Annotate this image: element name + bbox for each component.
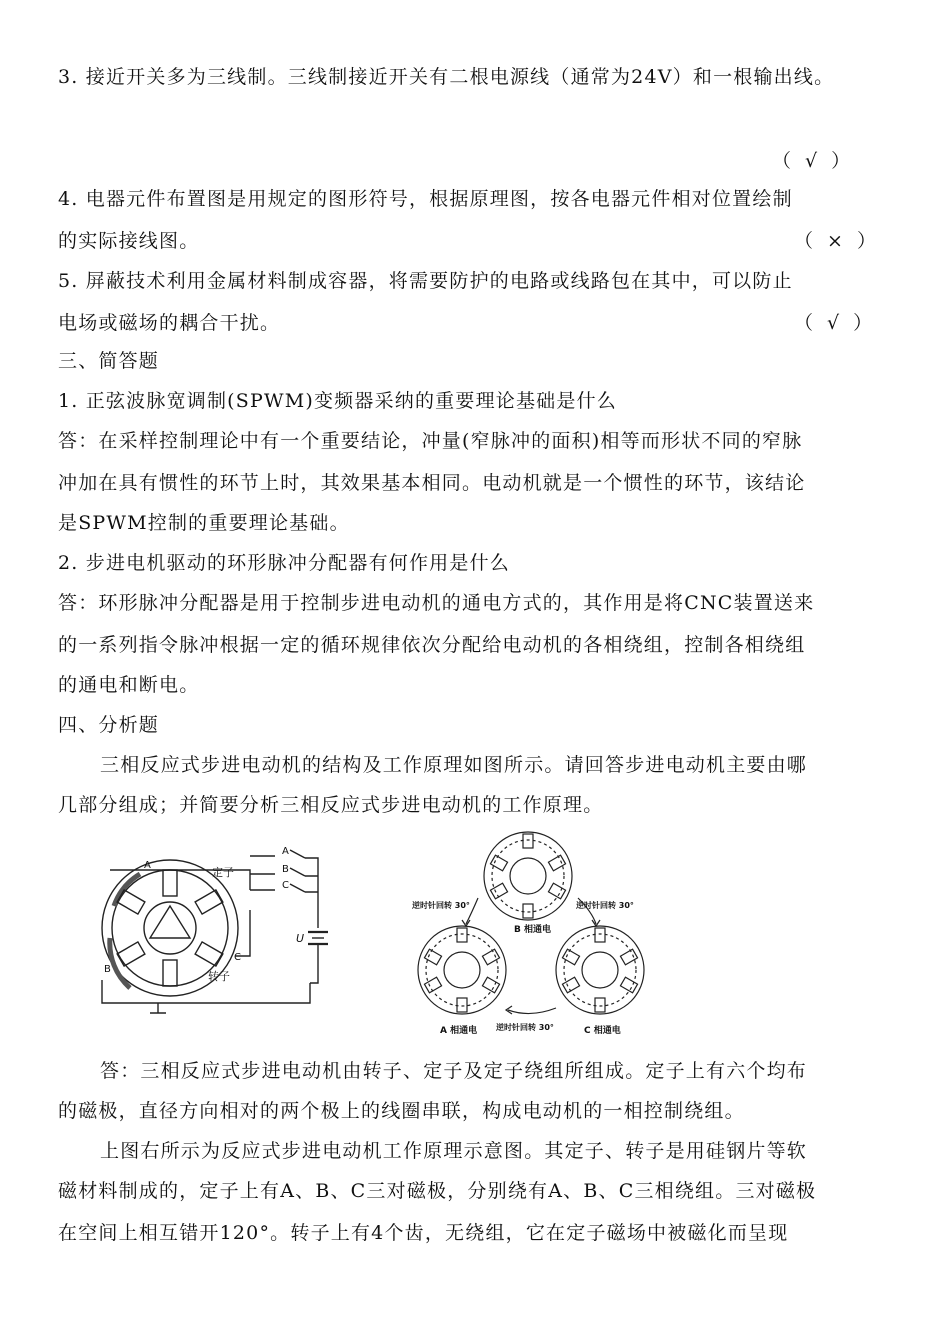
section-4-heading: 四、分析题 bbox=[58, 714, 160, 736]
label-rotor: 转子 bbox=[208, 970, 230, 983]
section-3-heading: 三、简答题 bbox=[58, 350, 160, 372]
answer-4-p2-line3: 在空间上相互错开120°。转子上有4个齿，无绕组，它在定子磁场中被磁化而呈现 bbox=[58, 1222, 789, 1244]
stepper-motor-figures bbox=[100, 828, 680, 1040]
answer-4-p1-line2: 的磁极，直径方向相对的两个极上的线圈串联，构成电动机的一相控制绕组。 bbox=[58, 1100, 745, 1122]
item-4-line2: 的实际接线图。 bbox=[58, 230, 200, 252]
label-pole-b: B bbox=[104, 964, 111, 975]
answer-1-line1: 答：在采样控制理论中有一个重要结论，冲量(窄脉冲的面积)相等而形状不同的窄脉 bbox=[58, 430, 803, 452]
label-b-phase: B 相通电 bbox=[514, 925, 551, 935]
label-switch-c: C bbox=[282, 880, 289, 891]
answer-2-line2: 的一系列指令脉冲根据一定的循环规律依次分配给电动机的各相绕组，控制各相绕组 bbox=[58, 634, 806, 656]
item-4-mark: （ × ） bbox=[794, 230, 880, 252]
label-voltage: U bbox=[296, 932, 305, 945]
label-pole-c: C bbox=[234, 952, 241, 963]
item-5-line1: 5. 屏蔽技术利用金属材料制成容器，将需要防护的电路或线路包在其中，可以防止 bbox=[58, 270, 793, 292]
question-1: 1. 正弦波脉宽调制(SPWM)变频器采纳的重要理论基础是什么 bbox=[58, 390, 617, 412]
item-5-line2: 电场或磁场的耦合干扰。 bbox=[58, 312, 281, 334]
label-pole-a: A bbox=[144, 860, 151, 871]
problem-line1: 三相反应式步进电动机的结构及工作原理如图所示。请回答步进电动机主要由哪 bbox=[100, 754, 808, 776]
answer-1-line2: 冲加在具有惯性的环节上时，其效果基本相同。电动机就是一个惯性的环节，该结论 bbox=[58, 472, 806, 494]
item-3-mark: （ √ ） bbox=[772, 150, 855, 172]
label-switch-b: B bbox=[282, 864, 289, 875]
question-2: 2. 步进电机驱动的环形脉冲分配器有何作用是什么 bbox=[58, 552, 510, 574]
answer-1-line3: 是SPWM控制的重要理论基础。 bbox=[58, 512, 350, 534]
label-rotate-right: 逆时针回转 30° bbox=[576, 901, 634, 910]
item-4-line1: 4. 电器元件布置图是用规定的图形符号，根据原理图，按各电器元件相对位置绘制 bbox=[58, 188, 793, 210]
label-rotate-left: 逆时针回转 30° bbox=[412, 901, 470, 910]
working-principle-diagram bbox=[418, 832, 644, 1014]
answer-2-line3: 的通电和断电。 bbox=[58, 674, 200, 696]
label-a-phase: A 相通电 bbox=[440, 1026, 478, 1036]
item-5-mark: （ √ ） bbox=[794, 312, 877, 334]
answer-4-p2-line1: 上图右所示为反应式步进电动机工作原理示意图。其定子、转子是用硅钢片等软 bbox=[100, 1140, 808, 1162]
answer-4-p2-line2: 磁材料制成的，定子上有A、B、C三对磁极，分别绕有A、B、C三相绕组。三对磁极 bbox=[58, 1180, 817, 1202]
item-3-text: 3. 接近开关多为三线制。三线制接近开关有二根电源线（通常为24V）和一根输出线。 bbox=[58, 66, 835, 88]
label-stator: 定子 bbox=[212, 866, 234, 879]
problem-line2: 几部分组成；并简要分析三相反应式步进电动机的工作原理。 bbox=[58, 794, 604, 816]
answer-2-line1: 答：环形脉冲分配器是用于控制步进电动机的通电方式的，其作用是将CNC装置送来 bbox=[58, 592, 815, 614]
answer-4-p1-line1: 答：三相反应式步进电动机由转子、定子及定子绕组所组成。定子上有六个均布 bbox=[100, 1060, 808, 1082]
label-rotate-bottom: 逆时针回转 30° bbox=[496, 1023, 554, 1032]
label-switch-a: A bbox=[282, 846, 289, 857]
label-c-phase: C 相通电 bbox=[584, 1026, 621, 1036]
